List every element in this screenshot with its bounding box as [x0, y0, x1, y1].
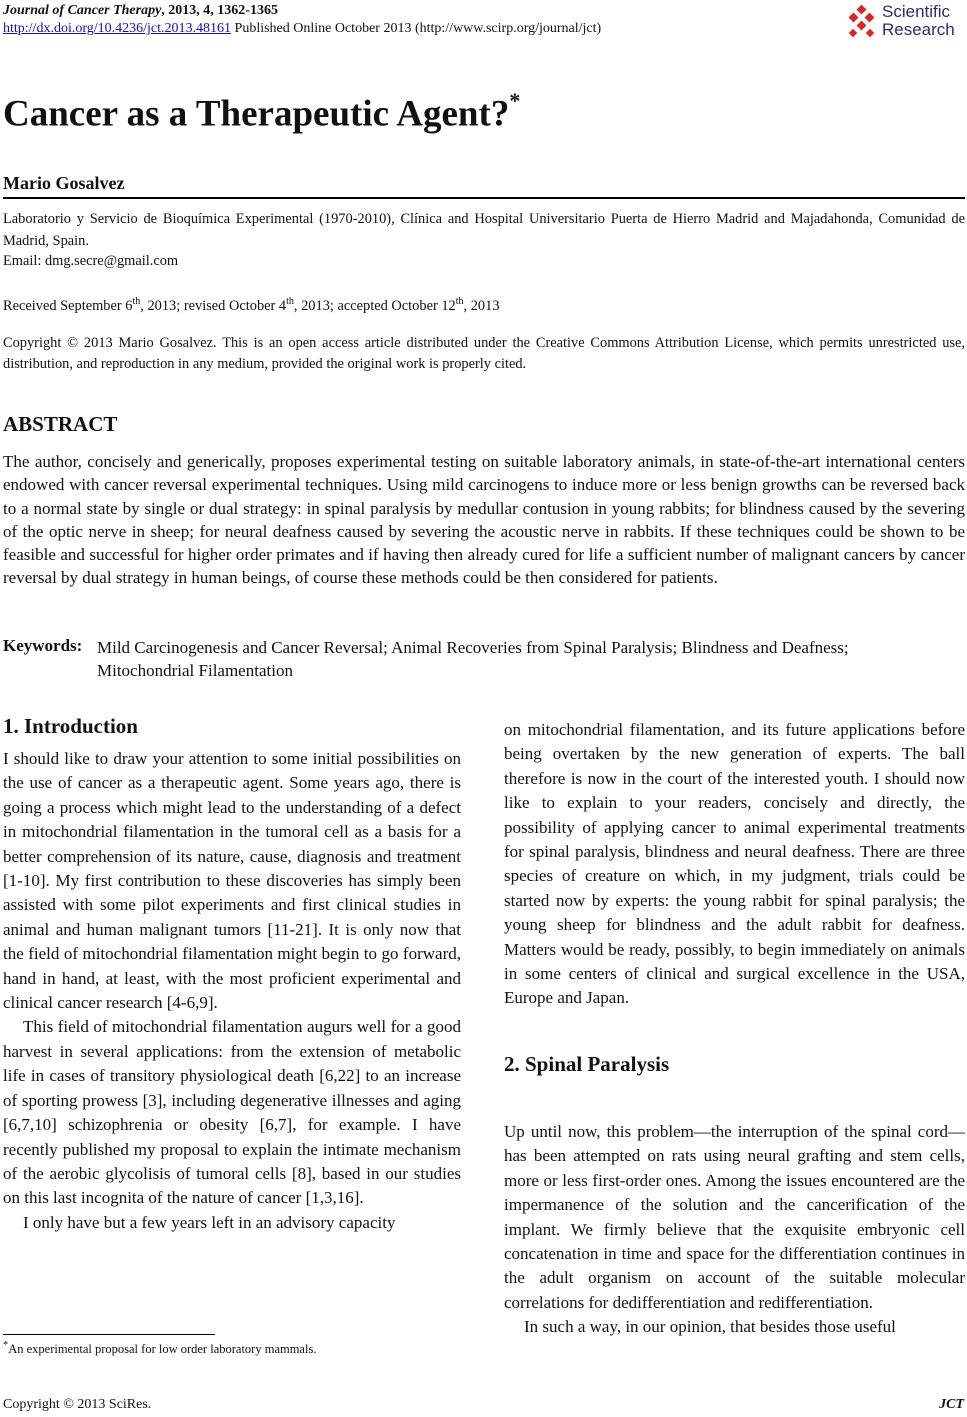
footnote: *An experimental proposal for low order laboratory mammals.: [3, 1340, 317, 1357]
scirp-logo-icon: [844, 5, 880, 41]
spinal-paragraph-1: Up until now, this problem—the interruption of the spinal cord—has been attempted on rats using neural grafting and stem cells, more or less first-order ones. Among the issues encountered are the impermanence of the solution and the cancerification of the implant. We firmly believe that the exquisite embryonic cell concatenation in time and space for the differentiation continues in the adult organism on account of the suitable molecular correlations for dedifferentiation and redifferentiation.: [504, 1122, 965, 1312]
paper-title: Cancer as a Therapeutic Agent?*: [3, 88, 521, 135]
author-name: Mario Gosalvez: [3, 173, 125, 193]
email: Email: dmg.secre@gmail.com: [3, 253, 179, 269]
journal-volume: , 2013, 4, 1362-1365: [161, 3, 278, 18]
spinal-paragraph-2: In such a way, in our opinion, that besides those useful: [524, 1317, 896, 1337]
logo-text: [882, 3, 955, 39]
intro-paragraph-2: This field of mitochondrial filamentation augurs well for a good harvest in several applications: from the extension of metabolic life in cases of transitory physiological death [6,22] to an increase of sporting prowess [3], including degenerative illnesses and aging [6,7,10] schizophrenia or obesity [6,7], for example. I have recently published my proposal to explain the intimate mechanism of the aerobic glycolisis of tumoral cells [8], based in our studies on this last incognita of the nature of cancer [1,3,16].: [3, 1017, 461, 1208]
right-column-top: [504, 718, 965, 1011]
footer-journal-abbrev: JCT: [939, 1397, 964, 1412]
logo-line-2: Research: [882, 20, 955, 39]
published-info: Published Online October 2013 (http://www.scirp.org/journal/jct): [231, 21, 602, 36]
intro-paragraph-3: I only have but a few years left in an advisory capacity: [23, 1212, 396, 1232]
left-column: [3, 747, 461, 1235]
intro-paragraph-1: I should like to draw your attention to some initial possibilities on the use of cancer as a therapeutic agent. Some years ago, there is going a process which might lead to the understanding of a defect in mitochondrial filamentation in the tumoral cell as a basis for a better comprehension of its nature, cause, diagnosis and treatment [1-10]. My first contribution to these discoveries has simply been assisted with some pilot experiments and first clinical studies in animal and human malignant tumors [11-21]. It is only now that the field of mitochondrial filamentation might begin to go forward, hand in hand, at least, with the most proficient experimental and clinical cancer research [4-6,9].: [3, 749, 461, 1013]
section-heading-introduction: 1. Introduction: [3, 714, 138, 738]
journal-citation: [3, 3, 278, 19]
title-footnote-mark: *: [509, 88, 521, 113]
affiliation: Laboratorio y Servicio de Bioquímica Experimental (1970-2010), Clínica and Hospital Universitario Puerta de Hierro Madrid and Majadahonda, Comunidad de Madrid, Spain.: [3, 211, 965, 249]
author-rule: [3, 197, 965, 199]
footer-copyright: Copyright © 2013 SciRes.: [3, 1397, 152, 1412]
journal-name: Journal of Cancer Therapy: [3, 3, 162, 18]
doi-line: [3, 21, 601, 37]
footnote-rule: [3, 1334, 215, 1335]
received-dates: Received September 6th, 2013; revised October 4th, 2013; accepted October 12th, 2013: [3, 296, 500, 314]
publisher-logo: [844, 3, 964, 43]
abstract-heading: ABSTRACT: [3, 412, 118, 436]
abstract-text: The author, concisely and generically, proposes experimental testing on suitable laboratory animals, in state-of-the-art international centers endowed with cancer reversal experimental techniques. Using mild carcinogens to induce more or less benign growths can be reversed back to a normal state by single or dual strategy: in spinal paralysis by medullar contusion in young rabbits; for blindness caused by the severing of the optic nerve in sheep; for neural deafness caused by severing the acoustic nerve in rabbits. If these techniques could be shown to be feasible and successful for higher order primates and if having then already cured for life a sufficient number of malignant cancers by cancer reversal by dual strategy in human beings, of course these methods could be then considered for patients.: [3, 452, 965, 588]
section-heading-spinal-paralysis: 2. Spinal Paralysis: [504, 1052, 670, 1076]
keywords-label: Keywords:: [3, 636, 83, 655]
copyright-notice: Copyright © 2013 Mario Gosalvez. This is an open access article distributed under the Creative Commons Attribution License, which permits unrestricted use, distribution, and reproduction in any medium, provided the original work is properly cited.: [3, 335, 965, 372]
right-column-bottom: [504, 1120, 965, 1340]
keywords-text: Mild Carcinogenesis and Cancer Reversal; Animal Recoveries from Spinal Paralysis; Blindness and Deafness; Mitochondrial Filamentation: [97, 638, 849, 681]
doi-link[interactable]: http://dx.doi.org/10.4236/jct.2013.48161: [3, 21, 232, 36]
logo-line-1: Scientific: [882, 2, 951, 21]
intro-continued-paragraph: on mitochondrial filamentation, and its future applications before being overtaken by the new generation of experts. The ball therefore is now in the court of the interested youth. I should now like to explain to your readers, concisely and directly, the possibility of applying cancer to animal experimental treatments for spinal paralysis, blindness and neural deafness. There are three species of creature on which, in my judgment, trials could be started now by experts: the young rabbit for spinal paralysis; the young sheep for blindness and the adult rabbit for deafness. Matters would be ready, possibly, to begin immediately on animals in some centers of clinical and surgical excellence in the USA, Europe and Japan.: [504, 720, 965, 1008]
